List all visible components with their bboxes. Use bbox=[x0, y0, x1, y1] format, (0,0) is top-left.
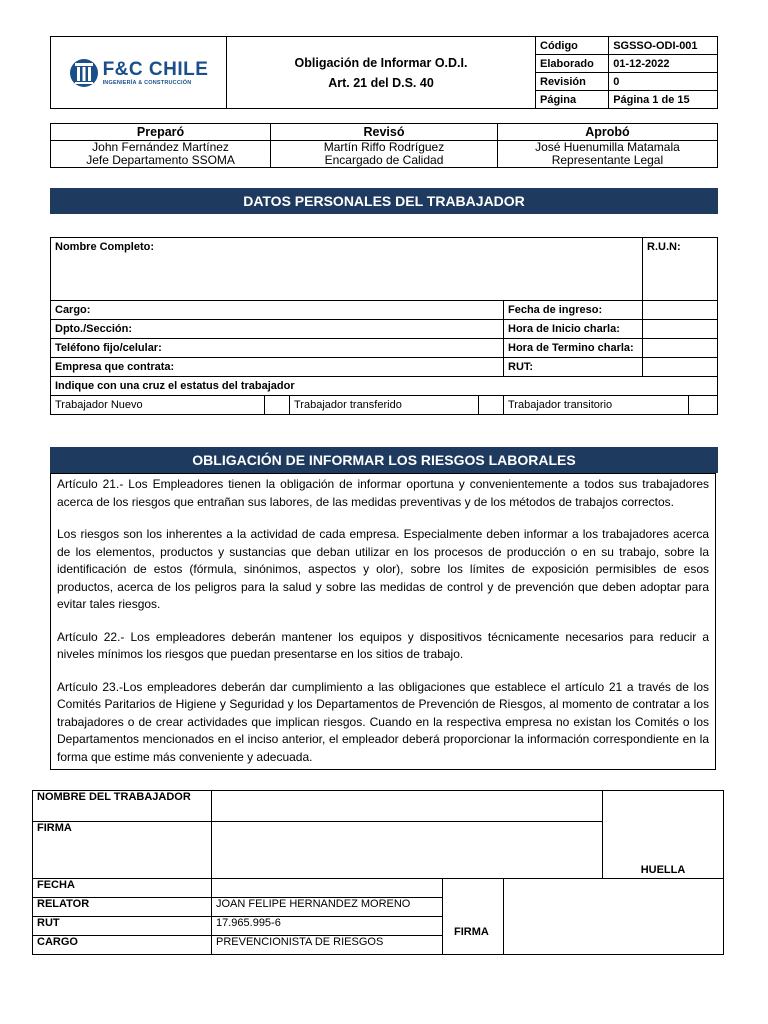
relator-signature-input[interactable] bbox=[504, 879, 724, 955]
meta-label: Elaborado bbox=[536, 55, 609, 73]
fecha-ingreso-label: Fecha de ingreso: bbox=[504, 301, 643, 320]
legal-text-box bbox=[50, 473, 716, 770]
document-header bbox=[50, 36, 718, 109]
risks-paragraph: Los riesgos son los inherentes a la actividad de cada empresa. Especialmente deben informar a los trabajadores acerca de los elementos, productos y sustancias que deban utilizar en los procesos de producción o en su trabajo, sobre la identificación de estos (fórmula, sinónimos, aspectos y olor), sobre los límites de exposición permisibles de esos productos, acerca de los peligros para la salud y sobre las medidas de control y de prevención que deben adoptar para evitar tales riesgos. bbox=[57, 527, 709, 611]
rut-label: RUT: bbox=[504, 358, 643, 377]
relator-value: JOAN FELIPE HERNANDEZ MORENO bbox=[212, 898, 443, 917]
approval-cell bbox=[51, 141, 271, 168]
approver-name: John Fernández Martínez bbox=[92, 140, 229, 154]
approver-role: Encargado de Calidad bbox=[324, 153, 444, 167]
meta-value-revision: 0 bbox=[609, 73, 718, 91]
approver-name: José Huenumilla Matamala bbox=[535, 140, 680, 154]
logo-cell bbox=[51, 37, 227, 109]
meta-value-page: Página 1 de 15 bbox=[609, 91, 718, 109]
cargo-field[interactable]: Cargo: bbox=[51, 301, 504, 320]
signature-table bbox=[32, 790, 724, 955]
approval-cell bbox=[271, 141, 498, 168]
full-name-field[interactable]: Nombre Completo: bbox=[51, 238, 643, 301]
meta-label: Revisión bbox=[536, 73, 609, 91]
approval-cell bbox=[497, 141, 717, 168]
approver-name: Martín Riffo Rodríguez bbox=[323, 140, 445, 154]
status-option-transferred: Trabajador transferido bbox=[290, 396, 479, 415]
worker-firma-label: FIRMA bbox=[33, 822, 212, 879]
status-option-transitory: Trabajador transitorio bbox=[504, 396, 689, 415]
risks-section-title: OBLIGACIÓN DE INFORMAR LOS RIESGOS LABORALES bbox=[50, 447, 718, 473]
rut-sign-label: RUT bbox=[33, 917, 212, 936]
fecha-input[interactable] bbox=[212, 879, 443, 898]
status-checkbox-transferred[interactable] bbox=[479, 396, 504, 415]
relator-signature-label-cell bbox=[443, 879, 504, 955]
hora-inicio-input[interactable] bbox=[643, 320, 718, 339]
meta-label: Página bbox=[536, 91, 609, 109]
dpto-field[interactable]: Dpto./Sección: bbox=[51, 320, 504, 339]
relator-label: RELATOR bbox=[33, 898, 212, 917]
company-name: F&C CHILE bbox=[102, 58, 209, 80]
meta-label: Código bbox=[536, 37, 609, 55]
hora-inicio-label: Hora de Inicio charla: bbox=[504, 320, 643, 339]
rut-input[interactable] bbox=[643, 358, 718, 377]
article-22-paragraph: Artículo 22.- Los empleadores deberán mantener los equipos y dispositivos técnicamente necesarios para reducir a niveles mínimos los riesgos que puedan presentarse en los sitios de trabajo. bbox=[57, 629, 709, 661]
status-checkbox-transitory[interactable] bbox=[688, 396, 717, 415]
approval-header-reviewed: Revisó bbox=[271, 124, 498, 141]
personal-data-table bbox=[50, 237, 718, 415]
rut-sign-value: 17.965.995-6 bbox=[212, 917, 443, 936]
company-logo bbox=[51, 38, 226, 108]
empresa-field[interactable]: Empresa que contrata: bbox=[51, 358, 504, 377]
status-checkbox-new[interactable] bbox=[265, 396, 290, 415]
approval-table bbox=[50, 123, 718, 168]
document-title bbox=[227, 37, 536, 109]
worker-signature-input[interactable] bbox=[212, 822, 603, 879]
article-21-paragraph: Artículo 21.- Los Empleadores tienen la obligación de informar oportuna y convenientemente a todos sus trabajadores acerca de los riesgos que entrañan sus labores, de las medidas preventivas y de los métodos de trabajos correctos. bbox=[57, 477, 709, 509]
meta-value-date: 01-12-2022 bbox=[609, 55, 718, 73]
title-line-2: Art. 21 del D.S. 40 bbox=[328, 75, 434, 90]
status-option-new: Trabajador Nuevo bbox=[51, 396, 265, 415]
approver-role: Representante Legal bbox=[551, 153, 664, 167]
fecha-ingreso-input[interactable] bbox=[643, 301, 718, 320]
hora-termino-label: Hora de Termino charla: bbox=[504, 339, 643, 358]
personal-section-title: DATOS PERSONALES DEL TRABAJADOR bbox=[50, 188, 718, 214]
column-logo-icon bbox=[69, 56, 99, 90]
cargo-sign-value: PREVENCIONISTA DE RIESGOS bbox=[212, 936, 443, 955]
run-field[interactable]: R.U.N: bbox=[643, 238, 718, 301]
fingerprint-box[interactable]: HUELLA bbox=[603, 791, 724, 879]
meta-value-code: SGSSO-ODI-001 bbox=[609, 37, 718, 55]
hora-termino-input[interactable] bbox=[643, 339, 718, 358]
approver-role: Jefe Departamento SSOMA bbox=[86, 153, 235, 167]
approval-header-approved: Aprobó bbox=[497, 124, 717, 141]
cargo-sign-label: CARGO bbox=[33, 936, 212, 955]
company-tagline: INGENIERÍA & CONSTRUCCIÓN bbox=[102, 79, 192, 86]
fecha-label: FECHA bbox=[33, 879, 212, 898]
status-prompt: Indique con una cruz el estatus del trabajador bbox=[51, 377, 718, 396]
approval-header-prepared: Preparó bbox=[51, 124, 271, 141]
worker-name-input[interactable] bbox=[212, 791, 603, 822]
title-line-1: Obligación de Informar O.D.I. bbox=[294, 55, 468, 70]
worker-name-label: NOMBRE DEL TRABAJADOR bbox=[33, 791, 212, 822]
article-23-paragraph: Artículo 23.-Los empleadores deberán dar cumplimiento a las obligaciones que establece el artículo 21 a través de los Comités Paritarios de Higiene y Seguridad y los Departamentos de Prevención de Riesgos, al momento de contratar a los trabajadores o de crear actividades que implican riesgos. Cuando en la respectiva empresa no existan los Comités o los Departamentos mencionados en el inciso anterior, el empleador deberá proporcionar la información correspondiente en la forma que estime más conveniente y adecuada. bbox=[57, 679, 709, 764]
telefono-field[interactable]: Teléfono fijo/celular: bbox=[51, 339, 504, 358]
relator-firma-label: FIRMA bbox=[454, 926, 489, 938]
